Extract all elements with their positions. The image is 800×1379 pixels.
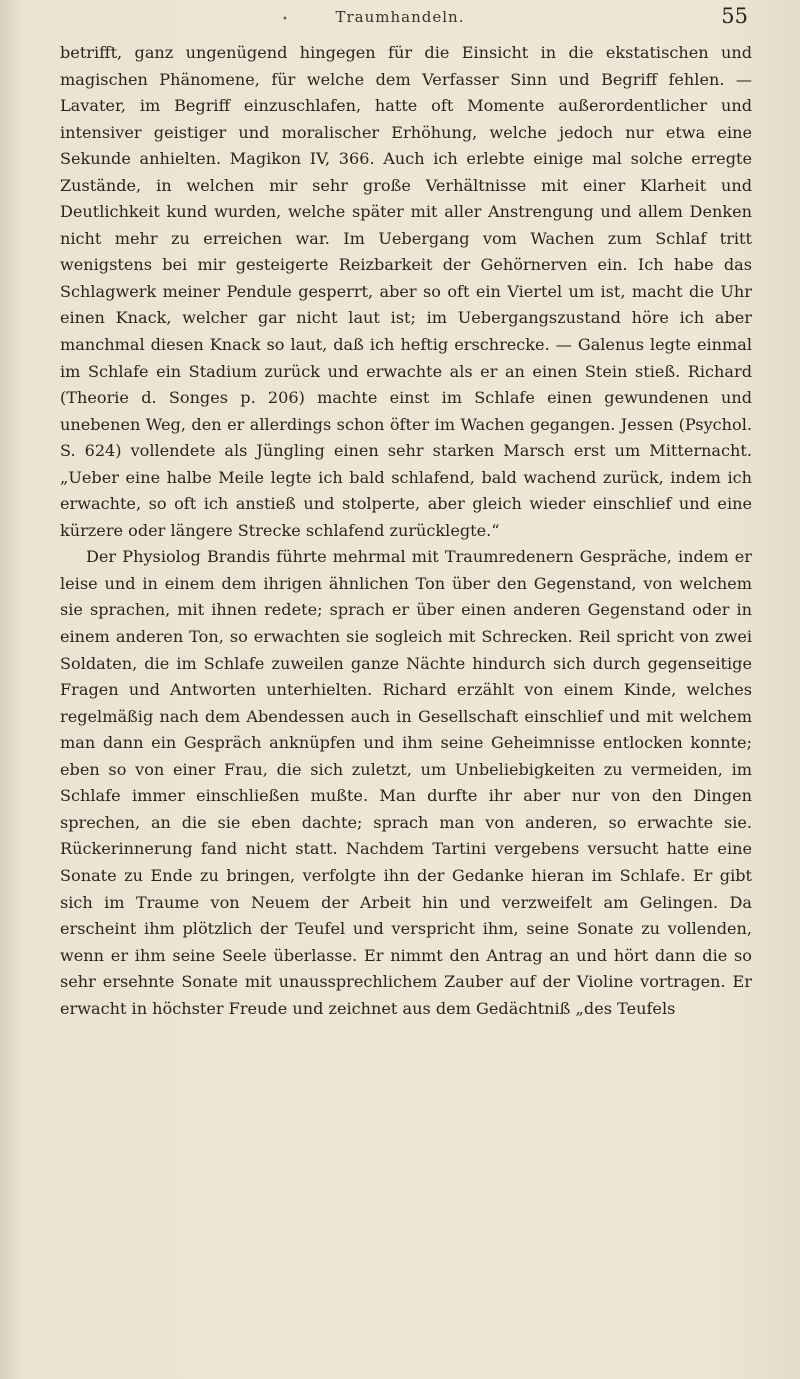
paragraph-2: Der Physiolog Brandis führte mehrmal mit Traumredenern Gespräche, indem er leise und in einem dem ihrigen ähnlichen Ton über den Gegenstand, von welchem sie sprachen, mit ihnen redete; sprach er über einen anderen Gegenstand oder in einem anderen Ton, so erwachten sie sogleich mit Schrecken. Reil spricht von zwei Soldaten, die im Schlafe zuweilen ganze Nächte hindurch sich durch gegenseitige Fragen und Antworten unterhielten. Richard erzählt von einem Kinde, welches regelmäßig nach dem Abendessen auch in Gesellschaft einschlief und mit welchem man dann ein Gespräch anknüpfen und ihm seine Geheimnisse entlocken konnte; eben so von einer Frau, die sich zuletzt, um Unbeliebigkeiten zu vermeiden, im Schlafe immer einschließen mußte. Man durfte ihr aber nur von den Dingen sprechen, an die sie eben dachte; sprach man von anderen, so erwachte sie. Rückerinnerung fand nicht statt. Nachdem Tartini vergebens versucht hatte eine Sonate zu Ende zu bringen, verfolgte ihn der Gedanke hieran im Schlafe. Er gibt sich im Traume von Neuem der Arbeit hin und verzweifelt am Gelingen. Da erscheint ihm plötzlich der Teufel und verspricht ihm, seine Sonate zu vollenden, wenn er ihm seine Seele überlasse. Er nimmt den Antrag an und hört dann die so sehr ersehnte Sonate mit unaussprechlichem Zauber auf der Violine vortragen. Er erwacht in höchster Freude und zeichnet aus dem Gedächtniß „des Teufels xyxy=(60,547,752,1018)
paragraph-1: betrifft, ganz ungenügend hingegen für die Einsicht in die ekstatischen und magischen Phänomene, für welche dem Verfasser Sinn und Begriff fehlen. — Lavater, im Begriff einzuschlafen, hatte oft Momente außerordentlicher und intensiver geistiger und moralischer Erhöhung, welche jedoch nur etwa eine Sekunde anhielten. Magikon IV, 366. Auch ich erlebte einige mal solche erregte Zustände, in welchen mir sehr große Verhältnisse mit einer Klarheit und Deutlichkeit kund wurden, welche später mit aller Anstrengung und allem Denken nicht mehr zu erreichen war. Im Uebergang vom Wachen zum Schlaf tritt wenigstens bei mir gesteigerte Reizbarkeit der Gehörnerven ein. Ich habe das Schlagwerk meiner Pendule gesperrt, aber so oft ein Viertel um ist, macht die Uhr einen Knack, welcher gar nicht laut ist; im Uebergangszustand höre ich aber manchmal diesen Knack so laut, daß ich heftig erschrecke. — Galenus legte einmal im Schlafe ein Stadium zurück und erwachte als er an einen Stein stieß. Richard (Theorie d. Songes p. 206) machte einst im Schlafe einen gewundenen und unebenen Weg, den er allerdings schon öfter im Wachen gegangen. Jessen (Psychol. S. 624) vollendete als Jüngling einen sehr starken Marsch erst um Mitternacht. „Ueber eine halbe Meile legte ich bald schlafend, bald wachend zurück, indem ich erwachte, so oft ich anstieß und stolperte, aber gleich wieder einschlief und eine kürzere oder längere Strecke schlafend zurücklegte.“ xyxy=(60,43,752,540)
running-title: Traumhandeln. xyxy=(335,8,465,26)
page-number: 55 xyxy=(721,4,748,28)
printer-mark: • xyxy=(282,14,288,25)
running-head xyxy=(0,4,800,30)
body-text xyxy=(60,40,752,1022)
